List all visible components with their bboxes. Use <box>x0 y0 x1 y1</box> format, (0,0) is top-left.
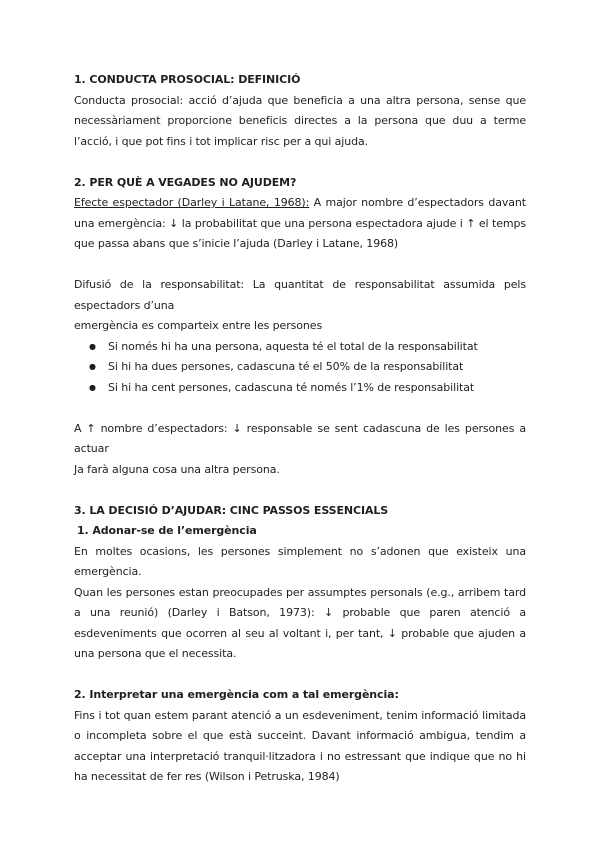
list-item: ● Si hi ha dues persones, cadascuna té el 50% de la responsabilitat <box>74 357 526 378</box>
bystander-effect-text: A major nombre d’espectadors davant una emergència: ↓ la probabilitat que una persona espectadora ajude i ↑ el temps que passa abans que s’inicie l’ajuda (Darley i Latane, 1968) <box>74 196 526 250</box>
step-1-paragraph-1: En moltes ocasions, les persones simplement no s’adonen que existeix una emergència. <box>74 544 526 578</box>
responsibility-list <box>74 337 526 399</box>
step-2-heading: 2. Interpretar una emergència com a tal emergència: <box>74 688 399 701</box>
section-1-heading: 1. CONDUCTA PROSOCIAL: DEFINICIÓ <box>74 73 301 86</box>
step-2-paragraph: Fins i tot quan estem parant atenció a un esdeveniment, tenim informació limitada o incompleta sobre el que està succeint. Davant informació ambigua, tendim a acceptar una interpretació tranquil·litzadora i no estressant que indique que no hi ha necessitat de fer res (Wilson i Petruska, 1984) <box>74 708 526 783</box>
conclusion-line-1: A ↑ nombre d’espectadors: ↓ responsable se sent cadascuna de les persones a actuar <box>74 421 526 455</box>
section-1-definition: Conducta prosocial: acció d’ajuda que beneficia a una altra persona, sense que necessàriament proporcione beneficis directes a la persona que duu a terme l’acció, i que pot fins i tot implicar risc per a qui ajuda. <box>74 93 526 148</box>
step-1-heading: 1. Adonar-se de l’emergència <box>77 524 257 537</box>
step-1-paragraph-2: Quan les persones estan preocupades per assumptes personals (e.g., arribem tard a una reunió) (Darley i Batson, 1973): ↓ probable que paren atenció a esdeveniments que ocorren al seu al voltant i, per tant, ↓ probable que ajuden a una persona que el necessita. <box>74 585 526 660</box>
bystander-effect-label: Efecte espectador (Darley i Latane, 1968): <box>74 196 310 209</box>
section-2-heading: 2. PER QUÈ A VEGADES NO AJUDEM? <box>74 175 297 189</box>
list-item: ● Si hi ha cent persones, cadascuna té només l’1% de responsabilitat <box>74 378 526 399</box>
list-item: ● Si només hi ha una persona, aquesta té el total de la responsabilitat <box>74 337 526 358</box>
section-3-heading: 3. LA DECISIÓ D’AJUDAR: CINC PASSOS ESSENCIALS <box>74 503 389 517</box>
bystander-effect-paragraph <box>74 193 526 255</box>
diffusion-line-2: emergència es comparteix entre les persones <box>74 319 323 332</box>
conclusion-line-2: Ja farà alguna cosa una altra persona. <box>74 462 280 476</box>
diffusion-line-1: Difusió de la responsabilitat: La quantitat de responsabilitat assumida pels espectadors d’una <box>74 278 526 312</box>
document-content <box>74 70 526 788</box>
